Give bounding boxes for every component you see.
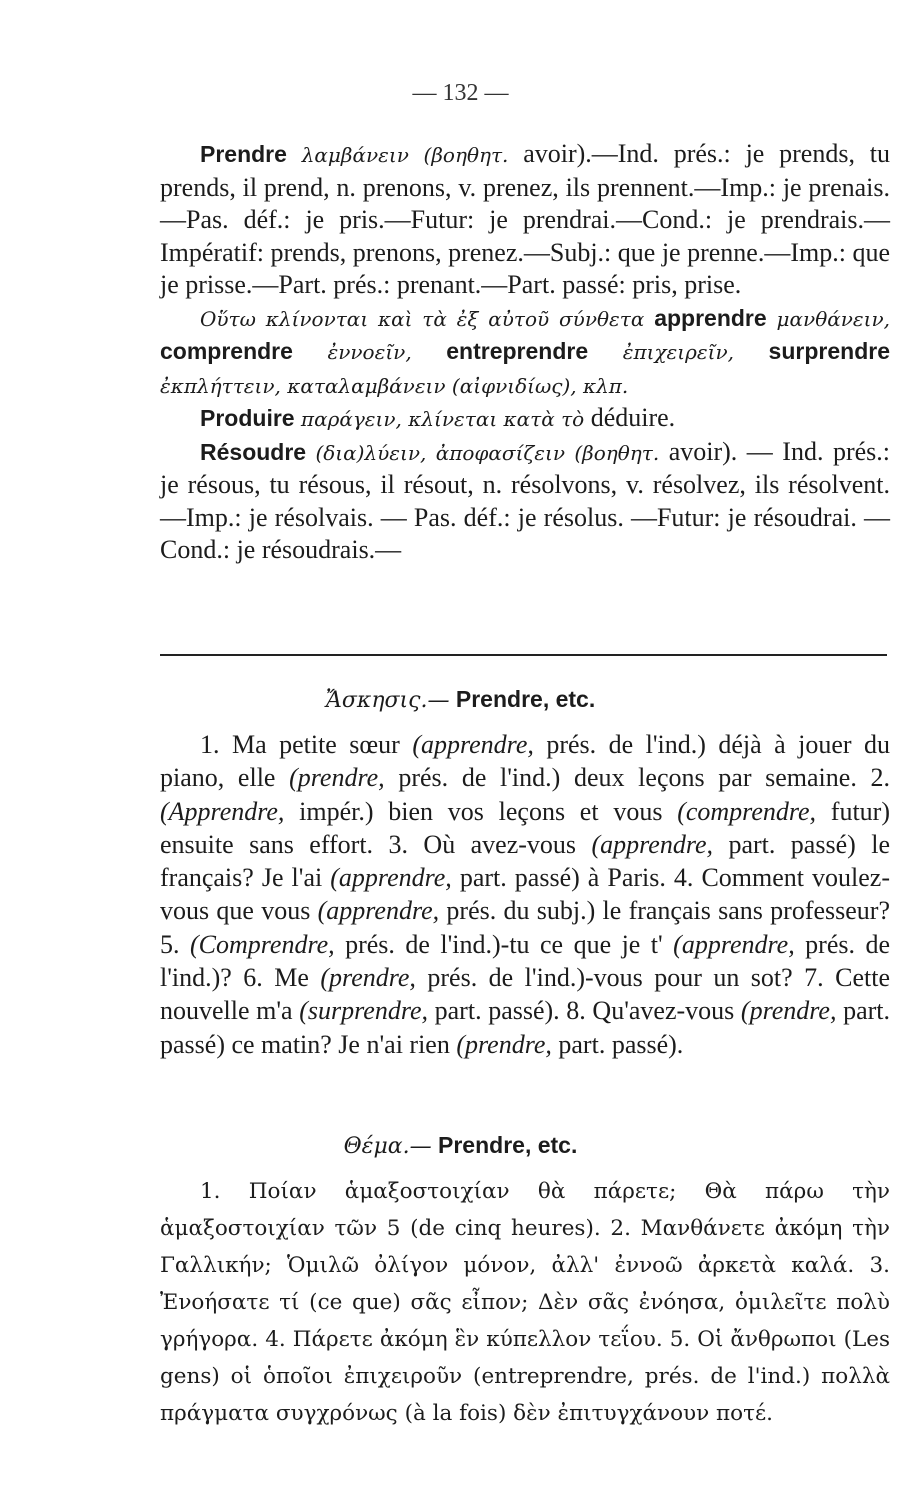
exercise-text: futur) ensuite sans effort. 3. Où avez-vous — [160, 796, 891, 859]
paragraph-text: déduire. — [584, 403, 676, 432]
keyword-produire: Produire — [200, 405, 295, 431]
paragraph-composes — [160, 302, 890, 403]
exercise-paragraph — [160, 728, 890, 1061]
exercise-section — [160, 728, 890, 1061]
heading-latin: Prendre, etc. — [431, 1132, 578, 1158]
verb-prompt: (Comprendre, — [189, 929, 335, 959]
exercise-text: impér.) bien vos leçons et vous — [284, 796, 678, 826]
heading-greek: Θέμα.— — [343, 1134, 432, 1159]
paragraph-text: avoir). — Ind. prés.: je résous, tu résous, il résout, n. résolvons, v. résolvez, ils résolvent. —Imp.: je résolvais. — Pas. déf.: je résolus. —Futur: je résoudrai. — Cond.: je résoudrais.— — [160, 436, 890, 564]
exercise-text: prés. du subj.) le français sans professeur? 5. — [160, 896, 890, 959]
heading-greek: Ἄσκησις.— — [325, 688, 450, 713]
theme-section — [160, 1173, 890, 1432]
verb-prompt: (apprendre, — [591, 829, 714, 859]
exercise-heading — [0, 686, 921, 713]
greek-text: ἐπιχειρεῖν, — [622, 340, 734, 364]
exercise-text: part. passé) le français? Je l'ai — [160, 829, 890, 893]
keyword-comprendre: comprendre — [160, 338, 328, 364]
verb-prompt: (prendre, — [740, 996, 837, 1026]
greek-text: ἐννοεῖν, — [327, 340, 412, 364]
paragraph-produire — [160, 402, 890, 436]
exercise-text: prés. de l'ind.) deux leçons par semaine. 2. — [384, 763, 890, 793]
greek-text: λαμβάνειν (βοηθητ. — [301, 143, 509, 167]
exercise-text: prés. de l'ind.)-vous pour un sot? 7. Cette nouvelle m'a — [160, 963, 890, 1026]
exercise-text: prés. de l'ind.)? 6. Me — [160, 929, 891, 993]
theme-heading — [0, 1132, 921, 1159]
keyword-surprendre: surprendre — [733, 338, 890, 364]
verb-prompt: (apprendre, — [412, 730, 534, 759]
verb-prompt: (prendre, — [289, 763, 385, 793]
keyword-apprendre: apprendre — [644, 304, 777, 331]
keyword-prendre: Prendre — [200, 141, 287, 167]
paragraph-resoudre — [160, 436, 890, 567]
verb-prompt: (Apprendre, — [160, 796, 285, 826]
exercise-text: part. passé) ce matin? Je n'ai rien — [160, 996, 890, 1059]
verb-prompt: (prendre, — [456, 1029, 552, 1059]
exercise-text: prés. de l'ind.)-tu ce que je t' — [334, 929, 674, 959]
verb-prompt: (apprendre, — [673, 929, 795, 959]
verb-prompt: (prendre, — [320, 963, 416, 993]
theme-paragraph: 1. Ποίαν ἁμαξοστοιχίαν θὰ πάρετε; Θὰ πάρω τὴν ἁμαξοστοιχίαν τῶν 5 (de cinq heures). 2. Μανθάνετε ἀκόμη τὴν Γαλλικήν; Ὁμιλῶ ὀλίγον μόνον, ἀλλ' ἐννοῶ ἀρκετὰ καλά. 3. Ἐνοήσατε τί (ce que) σᾶς εἶπον; Δὲν σᾶς ἐνόησα, ὁμιλεῖτε πολὺ γρήγορα. 4. Πάρετε ἀκόμη ἓν κύπελλον τεΐου. 5. Οἱ ἄνθρωποι (Les gens) οἱ ὁποῖοι ἐπιχειροῦν (entreprendre, prés. de l'ind.) πολλὰ πράγματα συγχρόνως (à la fois) δὲν ἐπιτυγχάνουν ποτέ. — [160, 1179, 890, 1426]
exercise-text: prés. de l'ind.) déjà à jouer du piano, elle — [160, 730, 890, 793]
keyword-entreprendre: entreprendre — [411, 338, 623, 364]
verb-prompt: (surprendre, — [299, 996, 429, 1026]
greek-text: μανθάνειν, — [776, 306, 890, 331]
exercise-text: part. passé). 8. Qu'avez-vous — [428, 996, 741, 1026]
greek-text: παράγειν, κλίνεται κατὰ τὸ — [294, 407, 585, 431]
greek-text: Οὕτω κλίνονται καὶ τὰ ἐξ αὐτοῦ σύνθετα — [200, 306, 645, 331]
paragraph-text: avoir).—Ind. prés.: je prends, tu prends, il prend, n. prenons, v. prenez, ils prennent.—Imp.: je prenais.—Pas. déf.: je pris.—Futur: je prendrai.—Cond.: je prendrais.—Impératif: prends, prenons, prenez.—Subj.: que je prenne.—Imp.: que je prisse.—Part. prés.: prenant.—Part. passé: pris, prise. — [160, 139, 890, 299]
keyword-resoudre: Résoudre — [200, 438, 307, 465]
conjugation-section — [160, 138, 890, 567]
exercise-text: part. passé) à Paris. 4. Comment voulez-vous que vous — [160, 863, 891, 926]
verb-prompt: (comprendre, — [677, 796, 817, 826]
paragraph-prendre — [160, 138, 890, 302]
section-divider — [160, 654, 887, 656]
verb-prompt: (apprendre, — [330, 863, 452, 893]
greek-text: ἐκπλήττειν, καταλαμβάνειν (αἰφνιδίως), κλπ. — [160, 373, 629, 398]
page-number: — 132 — — [412, 80, 509, 106]
exercise-text: part. passé). — [551, 1029, 684, 1059]
exercise-text: 1. Ma petite sœur — [200, 730, 413, 759]
heading-latin: Prendre, etc. — [449, 686, 596, 712]
greek-text: (δια)λύειν, ἀποφασίζειν (βοηθητ. — [306, 440, 660, 465]
verb-prompt: (apprendre, — [317, 896, 440, 926]
